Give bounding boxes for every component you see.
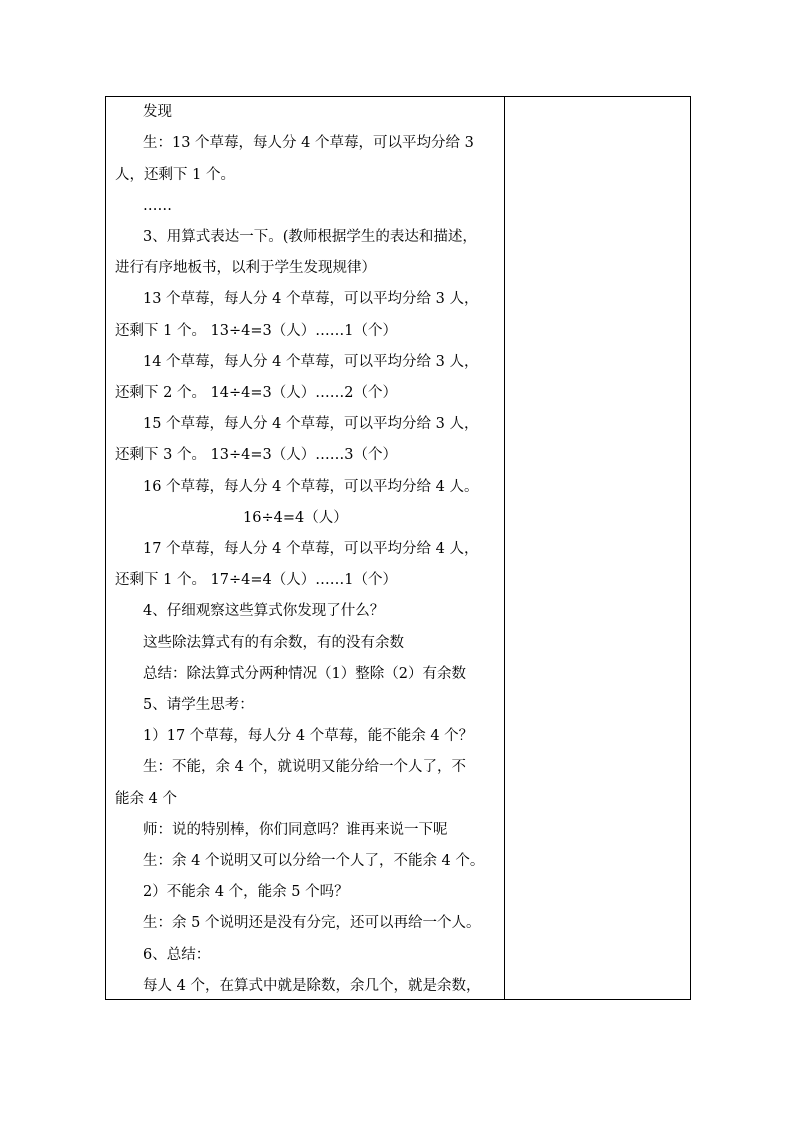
text-line: 能余 4 个	[115, 791, 177, 807]
text-line: 还剩下 2 个。 14÷4=3（人）……2（个）	[115, 385, 397, 401]
text-line: 生：余 4 个说明又可以分给一个人了，不能余 4 个。	[143, 853, 485, 869]
text-line: 4、仔细观察这些算式你发现了什么？	[143, 603, 385, 619]
text-line: 每人 4 个，在算式中就是除数，余几个，就是余数，	[143, 978, 481, 994]
text-line: 师：说的特别棒，你们同意吗？谁再来说一下呢	[143, 822, 448, 838]
text-line: 生：余 5 个说明还是没有分完，还可以再给一个人。	[143, 915, 481, 931]
text-line: 6、总结：	[143, 947, 211, 963]
text-line: 生：不能，余 4 个，就说明又能分给一个人了，不	[143, 759, 466, 775]
text-line: 这些除法算式有的有余数，有的没有余数	[143, 635, 404, 651]
text-line: 14 个草莓，每人分 4 个草莓，可以平均分给 3 人，	[143, 354, 479, 370]
text-line: 2）不能余 4 个，能余 5 个吗？	[143, 884, 349, 900]
text-line: 总结：除法算式分两种情况（1）整除（2）有余数	[143, 666, 466, 682]
text-line: 还剩下 3 个。 13÷4=3（人）……3（个）	[115, 447, 397, 463]
text-line: 3、用算式表达一下。(教师根据学生的表达和描述，	[143, 229, 477, 245]
text-line: 15 个草莓，每人分 4 个草莓，可以平均分给 3 人，	[143, 416, 479, 432]
text-line: 还剩下 1 个。 13÷4=3（人）……1（个）	[115, 323, 397, 339]
text-line: 17 个草莓，每人分 4 个草莓，可以平均分给 4 人，	[143, 541, 479, 557]
text-line: 1）17 个草莓，每人分 4 个草莓，能不能余 4 个？	[143, 728, 474, 744]
text-line: 13 个草莓，每人分 4 个草莓，可以平均分给 3 人，	[143, 291, 479, 307]
text-line: 5、请学生思考：	[143, 697, 254, 713]
text-line: 还剩下 1 个。 17÷4=4（人）……1（个）	[115, 572, 397, 588]
text-line: ……	[143, 198, 172, 214]
text-line: 发现	[143, 104, 172, 120]
column-divider	[504, 96, 505, 1000]
text-line: 16 个草莓，每人分 4 个草莓，可以平均分给 4 人。	[143, 479, 479, 495]
text-line: 生：13 个草莓，每人分 4 个草莓，可以平均分给 3	[143, 135, 474, 151]
text-line: 16÷4=4（人）	[243, 510, 348, 526]
text-line: 进行有序地板书，以利于学生发现规律）	[115, 260, 376, 276]
text-line: 人，还剩下 1 个。	[115, 167, 235, 183]
